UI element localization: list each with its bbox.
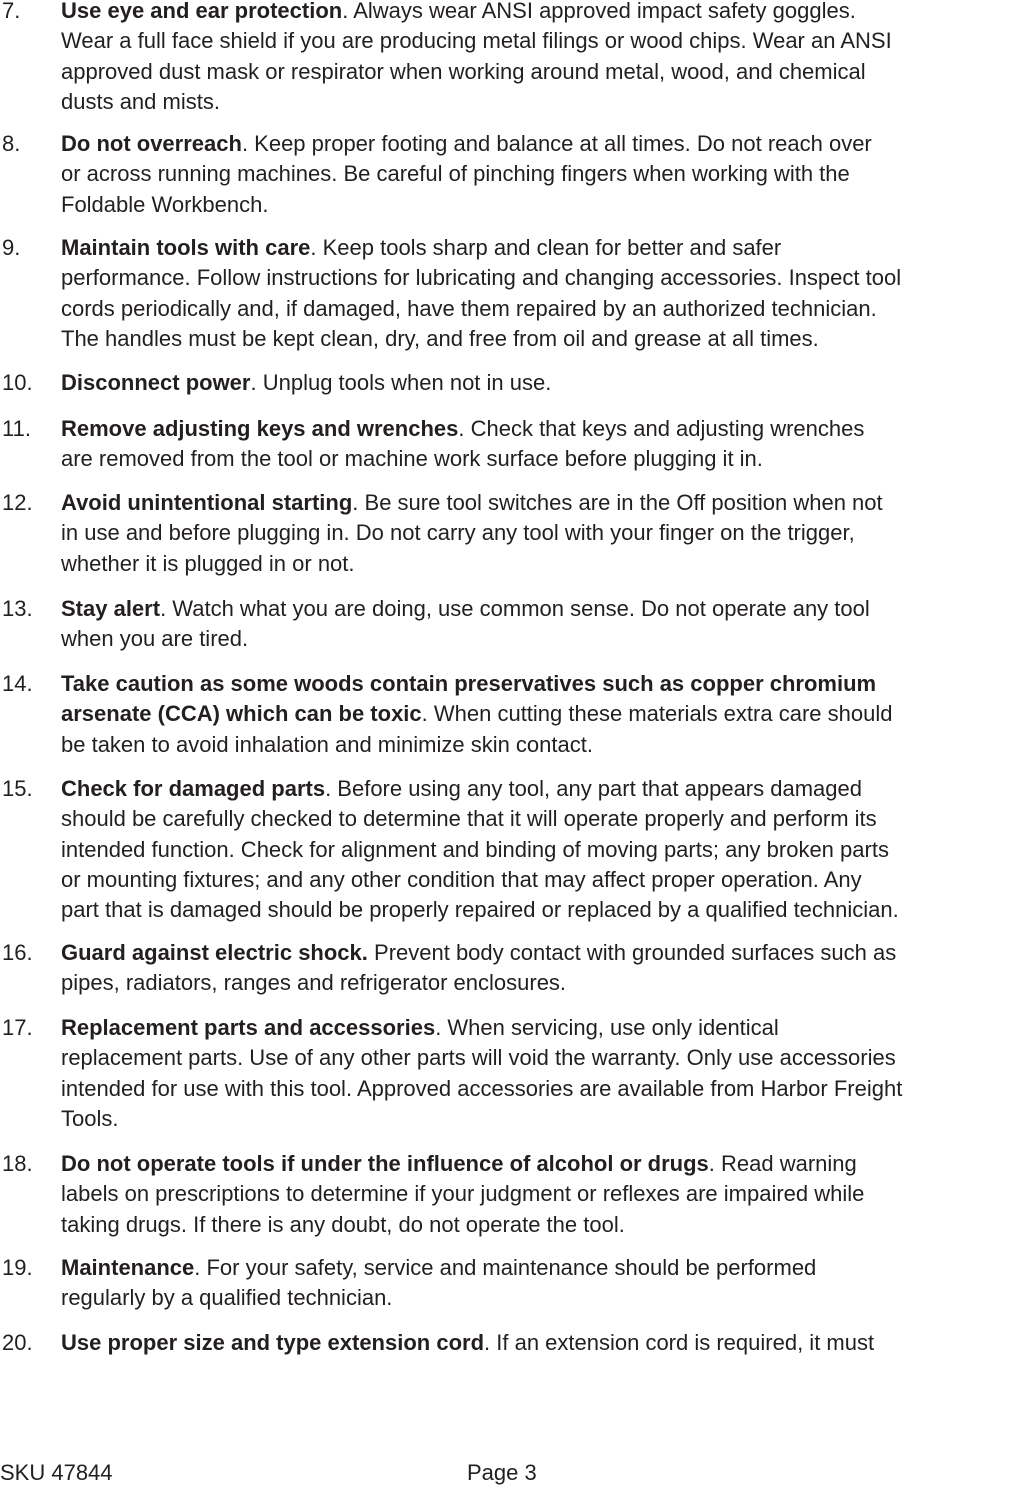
- item-text: [61, 774, 1011, 925]
- item-number: 18.: [2, 1151, 33, 1176]
- text-line: dusts and mists.: [61, 88, 220, 114]
- text-line: [61, 414, 1011, 444]
- text-line: [61, 129, 1011, 159]
- item-body: . When cutting these materials extra care should: [421, 701, 893, 727]
- text-line: are removed from the tool or machine work surface before plugging it in.: [61, 446, 763, 472]
- text-line: [61, 774, 1011, 804]
- sku-number: SKU 47844: [0, 1460, 113, 1485]
- item-heading: Replacement parts and accessories: [61, 1015, 436, 1040]
- item-text: [61, 938, 1011, 999]
- text-line: taking drugs. If there is any doubt, do not operate the tool.: [61, 1211, 625, 1237]
- text-line: intended for use with this tool. Approved accessories are available from Harbor Freight: [61, 1075, 903, 1101]
- item-number: 12.: [2, 490, 33, 515]
- item-text: [61, 233, 1011, 354]
- text-line: Tools.: [61, 1105, 119, 1131]
- item-body: . Check that keys and adjusting wrenches: [458, 416, 865, 441]
- item-heading: Use eye and ear protection: [61, 0, 343, 23]
- item-body: . Keep tools sharp and clean for better and safer: [310, 235, 782, 260]
- item-body: . Before using any tool, any part that appears damaged: [325, 776, 862, 801]
- item-number: 17.: [2, 1015, 33, 1040]
- text-line: [61, 488, 1011, 518]
- text-line: regularly by a qualified technician.: [61, 1285, 393, 1311]
- text-line: cords periodically and, if damaged, have them repaired by an authorized technician.: [61, 295, 877, 321]
- item-text: [61, 1149, 1011, 1240]
- text-line: approved dust mask or respirator when working around metal, wood, and chemical: [61, 58, 866, 84]
- text-line: part that is damaged should be properly repaired or replaced by a qualified technician.: [61, 897, 899, 923]
- text-line: [61, 1253, 1011, 1283]
- item-text: [61, 368, 1011, 398]
- text-line: performance. Follow instructions for lubricating and changing accessories. Inspect tool: [61, 265, 902, 291]
- item-text: [61, 594, 1011, 655]
- item-heading: Remove adjusting keys and wrenches: [61, 416, 459, 441]
- item-heading: Do not operate tools if under the influence of alcohol or drugs: [61, 1151, 709, 1176]
- item-text: [61, 0, 1011, 117]
- item-body: . Unplug tools when not in use.: [250, 370, 552, 395]
- text-line: [61, 699, 1011, 729]
- item-text: [61, 669, 1011, 760]
- item-heading: Use proper size and type extension cord: [61, 1330, 485, 1355]
- text-line: [61, 594, 1011, 624]
- item-text: [61, 414, 1011, 475]
- item-heading: Stay alert: [61, 596, 161, 621]
- item-body: . Read warning: [708, 1151, 857, 1176]
- item-number: 9.: [2, 235, 21, 260]
- item-number: 13.: [2, 596, 33, 621]
- item-body: . When servicing, use only identical: [435, 1015, 779, 1040]
- item-number: 14.: [2, 671, 33, 696]
- text-line: pipes, radiators, ranges and refrigerator enclosures.: [61, 970, 567, 996]
- item-number: 16.: [2, 940, 33, 965]
- item-body: . Always wear ANSI approved impact safety goggles.: [342, 0, 856, 23]
- item-text: [61, 129, 1011, 220]
- text-line: replacement parts. Use of any other parts will void the warranty. Only use accessories: [61, 1045, 896, 1071]
- text-line: intended function. Check for alignment and binding of moving parts; any broken parts: [61, 836, 889, 862]
- item-number: 15.: [2, 776, 33, 801]
- item-body: . Be sure tool switches are in the Off position when not: [352, 490, 883, 515]
- item-body: . Watch what you are doing, use common sense. Do not operate any tool: [160, 596, 870, 621]
- item-heading: Maintenance: [61, 1255, 195, 1280]
- item-heading: Take caution as some woods contain preservatives such as copper chromium: [61, 671, 877, 696]
- item-heading: Disconnect power: [61, 370, 251, 395]
- text-line: [61, 0, 1011, 26]
- item-text: [61, 1013, 1011, 1134]
- text-line: when you are tired.: [61, 626, 249, 652]
- text-line: whether it is plugged in or not.: [61, 550, 355, 576]
- text-line: The handles must be kept clean, dry, and free from oil and grease at all times.: [61, 325, 819, 351]
- text-line: or mounting fixtures; and any other condition that may affect proper operation. Any: [61, 866, 862, 892]
- text-line: Foldable Workbench.: [61, 191, 269, 217]
- item-number: 8.: [2, 131, 21, 156]
- page-number: Page 3: [467, 1460, 537, 1485]
- text-line: [61, 938, 1011, 968]
- text-line: be taken to avoid inhalation and minimize skin contact.: [61, 731, 593, 757]
- item-text: [61, 1253, 1011, 1314]
- item-heading: Maintain tools with care: [61, 235, 311, 260]
- text-line: or across running machines. Be careful of pinching fingers when working with the: [61, 161, 850, 187]
- item-number: 10.: [2, 370, 33, 395]
- text-line: in use and before plugging in. Do not carry any tool with your finger on the trigger,: [61, 520, 855, 546]
- text-line: Wear a full face shield if you are producing metal filings or wood chips. Wear an ANSI: [61, 28, 892, 54]
- item-heading: Check for damaged parts: [61, 776, 326, 801]
- text-line: [61, 1149, 1011, 1179]
- text-line: [61, 368, 1011, 398]
- item-text: [61, 1328, 1011, 1358]
- item-body: . For your safety, service and maintenance should be performed: [194, 1255, 817, 1280]
- item-heading: Guard against electric shock.: [61, 940, 368, 965]
- item-number: 20.: [2, 1330, 33, 1355]
- text-line: [61, 233, 1011, 263]
- item-heading-continued: arsenate (CCA) which can be toxic: [61, 701, 422, 727]
- item-heading: Avoid unintentional starting: [61, 490, 353, 515]
- item-body: . Keep proper footing and balance at all times. Do not reach over: [241, 131, 872, 156]
- item-text: [61, 488, 1011, 579]
- item-body: Prevent body contact with grounded surfaces such as: [367, 940, 897, 965]
- item-number: 19.: [2, 1255, 33, 1280]
- item-body: . If an extension cord is required, it must: [484, 1330, 875, 1355]
- item-heading: Do not overreach: [61, 131, 242, 156]
- text-line: labels on prescriptions to determine if your judgment or reflexes are impaired while: [61, 1181, 865, 1207]
- text-line: [61, 1328, 1011, 1358]
- text-line: should be carefully checked to determine that it will operate properly and perform its: [61, 806, 877, 832]
- text-line: [61, 1013, 1011, 1043]
- item-number: 11.: [2, 416, 31, 441]
- item-number: 7.: [2, 0, 21, 23]
